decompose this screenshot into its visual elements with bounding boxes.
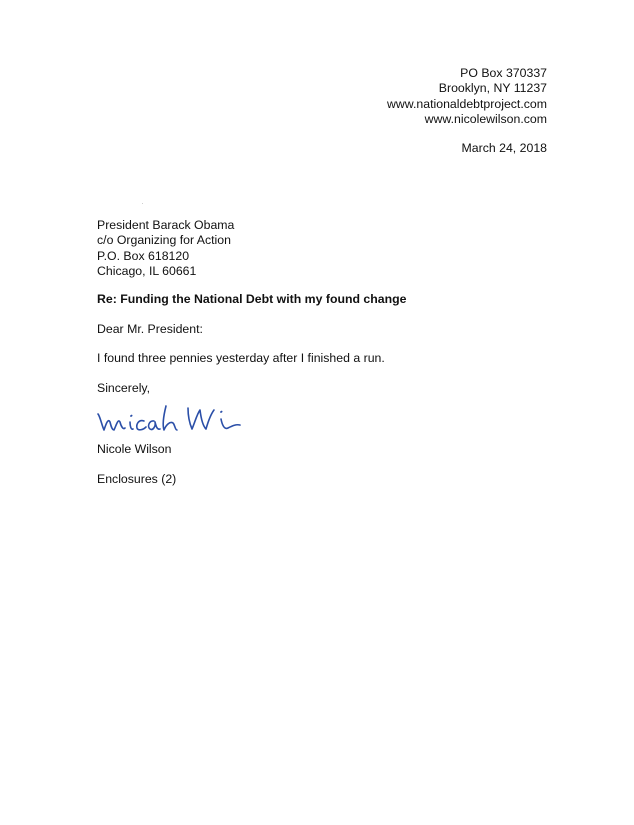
recipient-address-block bbox=[97, 218, 234, 280]
recipient-care-of: c/o Organizing for Action bbox=[97, 233, 231, 248]
signature-name: Nicole Wilson bbox=[97, 442, 172, 456]
sender-website-personal: www.nicolewilson.com bbox=[424, 112, 547, 127]
recipient-po-box: P.O. Box 618120 bbox=[97, 248, 190, 263]
recipient-city-state-zip: Chicago, IL 60661 bbox=[97, 264, 197, 279]
sender-city-state-zip: Brooklyn, NY 11237 bbox=[438, 81, 547, 96]
sender-address-block bbox=[387, 66, 547, 128]
signature-stroke bbox=[130, 422, 133, 429]
sender-po-box: PO Box 370337 bbox=[460, 66, 547, 80]
signature-stroke bbox=[98, 414, 125, 430]
subject-line: Re: Funding the National Debt with my found change bbox=[97, 292, 407, 306]
scan-speck bbox=[142, 203, 143, 204]
signature-stroke bbox=[221, 419, 240, 428]
signature-stroke bbox=[188, 408, 214, 429]
enclosures-line: Enclosures (2) bbox=[97, 472, 177, 486]
salutation: Dear Mr. President: bbox=[97, 322, 203, 336]
sender-website-project: www.nationaldebtproject.com bbox=[387, 96, 547, 111]
signature-stroke bbox=[163, 406, 177, 430]
body-paragraph: I found three pennies yesterday after I finished a run. bbox=[97, 351, 385, 365]
closing: Sincerely, bbox=[97, 381, 151, 395]
signature-stroke bbox=[137, 421, 146, 430]
signature-stroke bbox=[149, 421, 160, 430]
recipient-name: President Barack Obama bbox=[97, 218, 235, 232]
letter-date: March 24, 2018 bbox=[461, 141, 547, 155]
handwritten-signature bbox=[94, 400, 254, 440]
